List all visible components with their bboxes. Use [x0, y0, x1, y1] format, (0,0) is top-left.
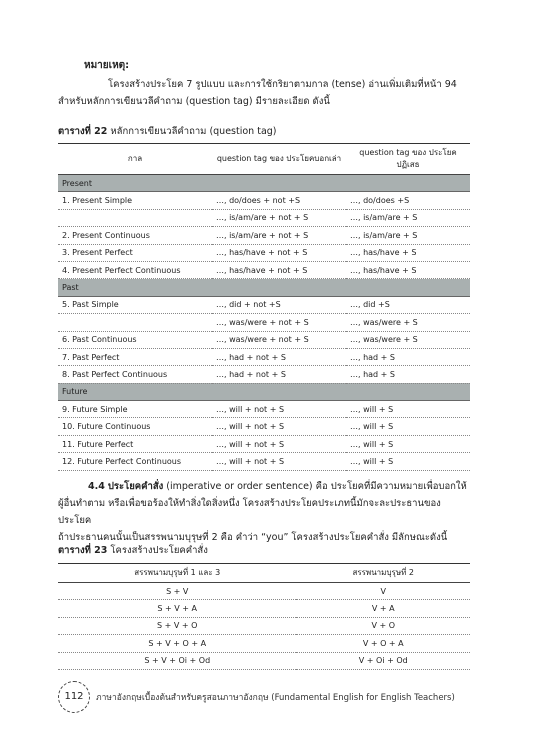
- table23-cell-second: V + O + A: [296, 635, 470, 652]
- table23-caption-label: ตารางที่ 23: [58, 545, 108, 556]
- table22-header-tense: กาล: [58, 144, 212, 175]
- table23-header-row: [58, 563, 470, 583]
- table23-cell-first-third: S + V + Oi + Od: [58, 652, 296, 669]
- table22-caption: [58, 124, 277, 139]
- table22-cell-affirmative-tag: …, did + not +S: [212, 296, 346, 313]
- table22-row: [58, 227, 470, 244]
- table22-row: [58, 401, 470, 418]
- table22-cell-negative-tag: …, did +S: [346, 296, 470, 313]
- table22-cell-negative-tag: …, will + S: [346, 418, 470, 435]
- table22-cell-tense: 8. Past Perfect Continuous: [58, 366, 212, 383]
- table23-caption-text: โครงสร้างประโยคคำสั่ง: [110, 545, 208, 556]
- section-4-4-line-2: ผู้อื่นทำตาม หรือเพื่อขอร้องให้ทำสิ่งใดสิ่งหนึ่ง โครงสร้างประโยคประเภทนี้มักจะละประธานของประโยค: [58, 498, 441, 526]
- table22-header-affirmative: question tag ของ ประโยคบอกเล่า: [212, 144, 346, 175]
- table22-cell-tense: 5. Past Simple: [58, 296, 212, 313]
- table22-cell-affirmative-tag: …, will + not + S: [212, 453, 346, 470]
- table22-cell-affirmative-tag: …, is/am/are + not + S: [212, 209, 346, 226]
- table22-section-row: [58, 175, 470, 192]
- table23-row: [58, 600, 470, 617]
- table22-row: [58, 348, 470, 365]
- section-line-1-text: (imperative or order sentence) คือ ประโยคที่มีความหมายเพื่อบอกให้: [166, 481, 467, 492]
- table22-cell-affirmative-tag: …, had + not + S: [212, 366, 346, 383]
- section-number: 4.4: [88, 481, 105, 492]
- table23-row: [58, 617, 470, 634]
- imperative-structure-table: [58, 563, 470, 670]
- table22-row: [58, 296, 470, 313]
- table22-header-row: [58, 144, 470, 175]
- table22-row: [58, 192, 470, 209]
- table23-cell-second: V + A: [296, 600, 470, 617]
- table22-section-label: Present: [58, 175, 470, 192]
- table22-cell-affirmative-tag: …, was/were + not + S: [212, 314, 346, 331]
- table22-cell-affirmative-tag: …, do/does + not +S: [212, 192, 346, 209]
- table22-row: [58, 331, 470, 348]
- page-number: 112: [58, 681, 90, 713]
- table22-row: [58, 435, 470, 452]
- table23-cell-second: V + O: [296, 617, 470, 634]
- table22-cell-affirmative-tag: …, has/have + not + S: [212, 244, 346, 261]
- table22-cell-negative-tag: …, had + S: [346, 348, 470, 365]
- table22-section-row: [58, 279, 470, 296]
- table22-header-negative: question tag ของ ประโยคปฏิเสธ: [346, 144, 470, 175]
- table23-header-second: สรรพนามบุรุษที่ 2: [296, 563, 470, 583]
- table22-cell-negative-tag: …, is/am/are + S: [346, 209, 470, 226]
- table22-cell-affirmative-tag: …, will + not + S: [212, 418, 346, 435]
- note-line-1: โครงสร้างประโยค 7 รูปแบบ และการใช้กริยาตามกาล (tense) อ่านเพิ่มเติมที่หน้า 94: [108, 79, 457, 90]
- table23-row: [58, 635, 470, 652]
- table23-cell-first-third: S + V + A: [58, 600, 296, 617]
- table23-caption: [58, 543, 208, 558]
- question-tag-table: [58, 144, 470, 471]
- table22-cell-tense: 12. Future Perfect Continuous: [58, 453, 212, 470]
- note-title: หมายเหตุ:: [84, 60, 130, 71]
- table22-row: [58, 314, 470, 331]
- table22-row: [58, 366, 470, 383]
- section-4-4-line-3: ถ้าประธานคนนั้นเป็นสรรพนามบุรุษที่ 2 คือ คำว่า “you” โครงสร้างประโยคคำสั่ง มีลักษณะดังนี้: [58, 532, 448, 543]
- table22-row: [58, 418, 470, 435]
- table23-cell-first-third: S + V: [58, 583, 296, 600]
- table22-cell-negative-tag: …, has/have + S: [346, 261, 470, 278]
- table22-row: [58, 244, 470, 261]
- table22-cell-tense: 9. Future Simple: [58, 401, 212, 418]
- table22-cell-negative-tag: …, has/have + S: [346, 244, 470, 261]
- note-paragraph: [58, 76, 470, 110]
- table22-caption-text: หลักการเขียนวลีคำถาม (question tag): [110, 126, 277, 137]
- table22-cell-negative-tag: …, will + S: [346, 401, 470, 418]
- table22-cell-affirmative-tag: …, will + not + S: [212, 435, 346, 452]
- section-4-4-line-1: [58, 478, 470, 495]
- table22-cell-negative-tag: …, will + S: [346, 435, 470, 452]
- table23-cell-second: V + Oi + Od: [296, 652, 470, 669]
- table22-caption-label: ตารางที่ 22: [58, 126, 108, 137]
- section-4-4-paragraph: [58, 478, 470, 546]
- table22-row: [58, 261, 470, 278]
- table22-row: [58, 453, 470, 470]
- table22-cell-tense: [58, 209, 212, 226]
- table22-section-row: [58, 383, 470, 400]
- table22-cell-affirmative-tag: …, was/were + not + S: [212, 331, 346, 348]
- table22-cell-tense: 1. Present Simple: [58, 192, 212, 209]
- table22-cell-affirmative-tag: …, had + not + S: [212, 348, 346, 365]
- table22-cell-affirmative-tag: …, will + not + S: [212, 401, 346, 418]
- table22-cell-tense: 11. Future Perfect: [58, 435, 212, 452]
- table22-section-label: Future: [58, 383, 470, 400]
- table23-header-first-third: สรรพนามบุรุษที่ 1 และ 3: [58, 563, 296, 583]
- table22-cell-tense: 2. Present Continuous: [58, 227, 212, 244]
- table22-section-label: Past: [58, 279, 470, 296]
- table22-cell-affirmative-tag: …, has/have + not + S: [212, 261, 346, 278]
- section-title: ประโยคคำสั่ง: [107, 481, 164, 492]
- table23-row: [58, 652, 470, 669]
- table23-cell-second: V: [296, 583, 470, 600]
- table22-row: [58, 209, 470, 226]
- table22-cell-negative-tag: …, will + S: [346, 453, 470, 470]
- table22-cell-negative-tag: …, was/were + S: [346, 314, 470, 331]
- table22-cell-tense: 6. Past Continuous: [58, 331, 212, 348]
- table22-cell-affirmative-tag: …, is/am/are + not + S: [212, 227, 346, 244]
- note-line-2: สำหรับหลักการเขียนวลีคำถาม (question tag) มีรายละเอียด ดังนี้: [58, 96, 330, 107]
- table22-cell-tense: [58, 314, 212, 331]
- table22-cell-negative-tag: …, was/were + S: [346, 331, 470, 348]
- table23-cell-first-third: S + V + O + A: [58, 635, 296, 652]
- table22-cell-negative-tag: …, do/does +S: [346, 192, 470, 209]
- table22-cell-negative-tag: …, is/am/are + S: [346, 227, 470, 244]
- table22-cell-tense: 4. Present Perfect Continuous: [58, 261, 212, 278]
- table22-cell-tense: 7. Past Perfect: [58, 348, 212, 365]
- table22-cell-negative-tag: …, had + S: [346, 366, 470, 383]
- table23-cell-first-third: S + V + O: [58, 617, 296, 634]
- table22-cell-tense: 3. Present Perfect: [58, 244, 212, 261]
- footer-running-title: ภาษาอังกฤษเบื้องต้นสำหรับครูสอนภาษาอังกฤษ (Fundamental English for English Teachers): [96, 693, 455, 703]
- table22-cell-tense: 10. Future Continuous: [58, 418, 212, 435]
- table23-row: [58, 583, 470, 600]
